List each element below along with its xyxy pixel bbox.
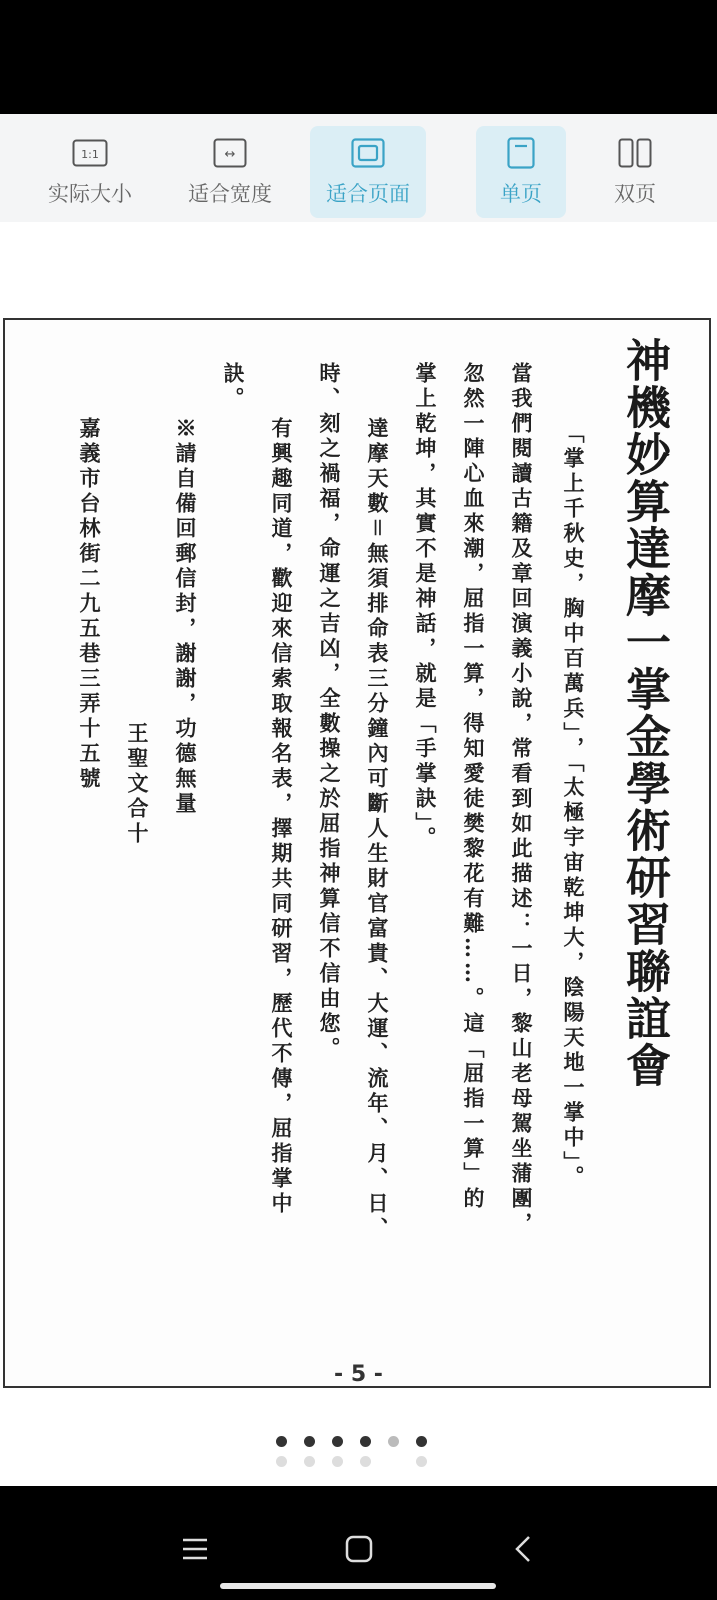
text-column-7: 有興趣同道，歡迎來信索取報名表，擇期共同研習，歷代不傳，屈指掌中	[269, 417, 294, 1217]
single-page-button[interactable]	[476, 126, 566, 218]
status-bar-area	[0, 0, 717, 114]
page-indicator[interactable]	[0, 1458, 717, 1488]
page-dot-row2-1	[276, 1456, 287, 1467]
text-column-8: 訣。	[221, 362, 246, 412]
gesture-bar[interactable]	[220, 1583, 496, 1589]
home-button[interactable]	[334, 1526, 384, 1576]
page-dot-3[interactable]	[332, 1436, 343, 1447]
single-page-label: 单页	[500, 182, 542, 206]
actual-size-label: 实际大小	[48, 182, 132, 206]
fit-width-icon	[213, 138, 247, 168]
page-dot-1[interactable]	[276, 1436, 287, 1447]
menu-icon	[181, 1537, 209, 1565]
text-column-1: 「掌上千秋史，胸中百萬兵」，「太極宇宙乾坤大，陰陽天地一掌中」。	[561, 422, 586, 1191]
document-viewer[interactable]	[0, 222, 717, 1486]
back-button[interactable]	[498, 1526, 548, 1576]
text-column-9: ※請自備回郵信封，謝謝，功德無量	[173, 417, 198, 817]
text-column-10: 王聖文合十	[125, 722, 150, 847]
back-icon	[513, 1535, 533, 1567]
text-column-5: 達摩天數＝無須排命表三分鐘內可斷人生財官富貴、大運、流年、月、日、	[365, 417, 390, 1242]
double-page-icon	[618, 138, 652, 168]
home-icon	[345, 1535, 373, 1567]
page-dot-row2-2	[304, 1456, 315, 1467]
double-page-button[interactable]	[590, 126, 680, 218]
scanned-page	[3, 318, 711, 1388]
system-nav-bar	[0, 1486, 717, 1600]
page-number: - 5 -	[334, 1362, 383, 1387]
page-dot-6[interactable]	[416, 1436, 427, 1447]
fit-width-label: 适合宽度	[188, 182, 272, 206]
text-column-3: 忽然一陣心血來潮，屈指一算，得知愛徒樊黎花有難……。這「屈指一算」的	[461, 362, 486, 1212]
page-dot-row2-6	[416, 1456, 427, 1467]
svg-text:↔: ↔	[224, 147, 236, 162]
document-title: 神機妙算達摩一掌金學術研習聯誼會	[618, 337, 671, 1089]
fit-page-label: 适合页面	[326, 182, 410, 206]
fit-page-icon	[351, 138, 385, 168]
page-dot-2[interactable]	[304, 1436, 315, 1447]
page-dot-row2-4	[360, 1456, 371, 1467]
page-dot-4[interactable]	[360, 1436, 371, 1447]
fit-page-button[interactable]	[310, 126, 426, 218]
text-column-6: 時、刻之禍福，命運之吉凶，全數操之於屈指神算信不信由您。	[317, 362, 342, 1062]
page-dot-row2-5	[388, 1456, 399, 1467]
actual-size-button[interactable]	[30, 126, 150, 218]
fit-width-button[interactable]	[170, 126, 290, 218]
view-toolbar	[0, 114, 717, 222]
actual-size-icon	[72, 138, 108, 168]
double-page-label: 双页	[614, 182, 656, 206]
svg-text:1:1: 1:1	[81, 148, 99, 161]
text-column-4: 掌上乾坤，其實不是神話，就是「手掌訣」。	[413, 362, 438, 852]
page-dot-5[interactable]	[388, 1436, 399, 1447]
text-column-11: 嘉義市台林街二九五巷三弄十五號	[77, 417, 102, 792]
single-page-icon	[507, 138, 535, 168]
text-column-2: 當我們閱讀古籍及章回演義小說，常看到如此描述：一日，黎山老母駕坐蒲團，	[509, 362, 534, 1237]
page-dot-row2-3	[332, 1456, 343, 1467]
menu-button[interactable]	[170, 1526, 220, 1576]
